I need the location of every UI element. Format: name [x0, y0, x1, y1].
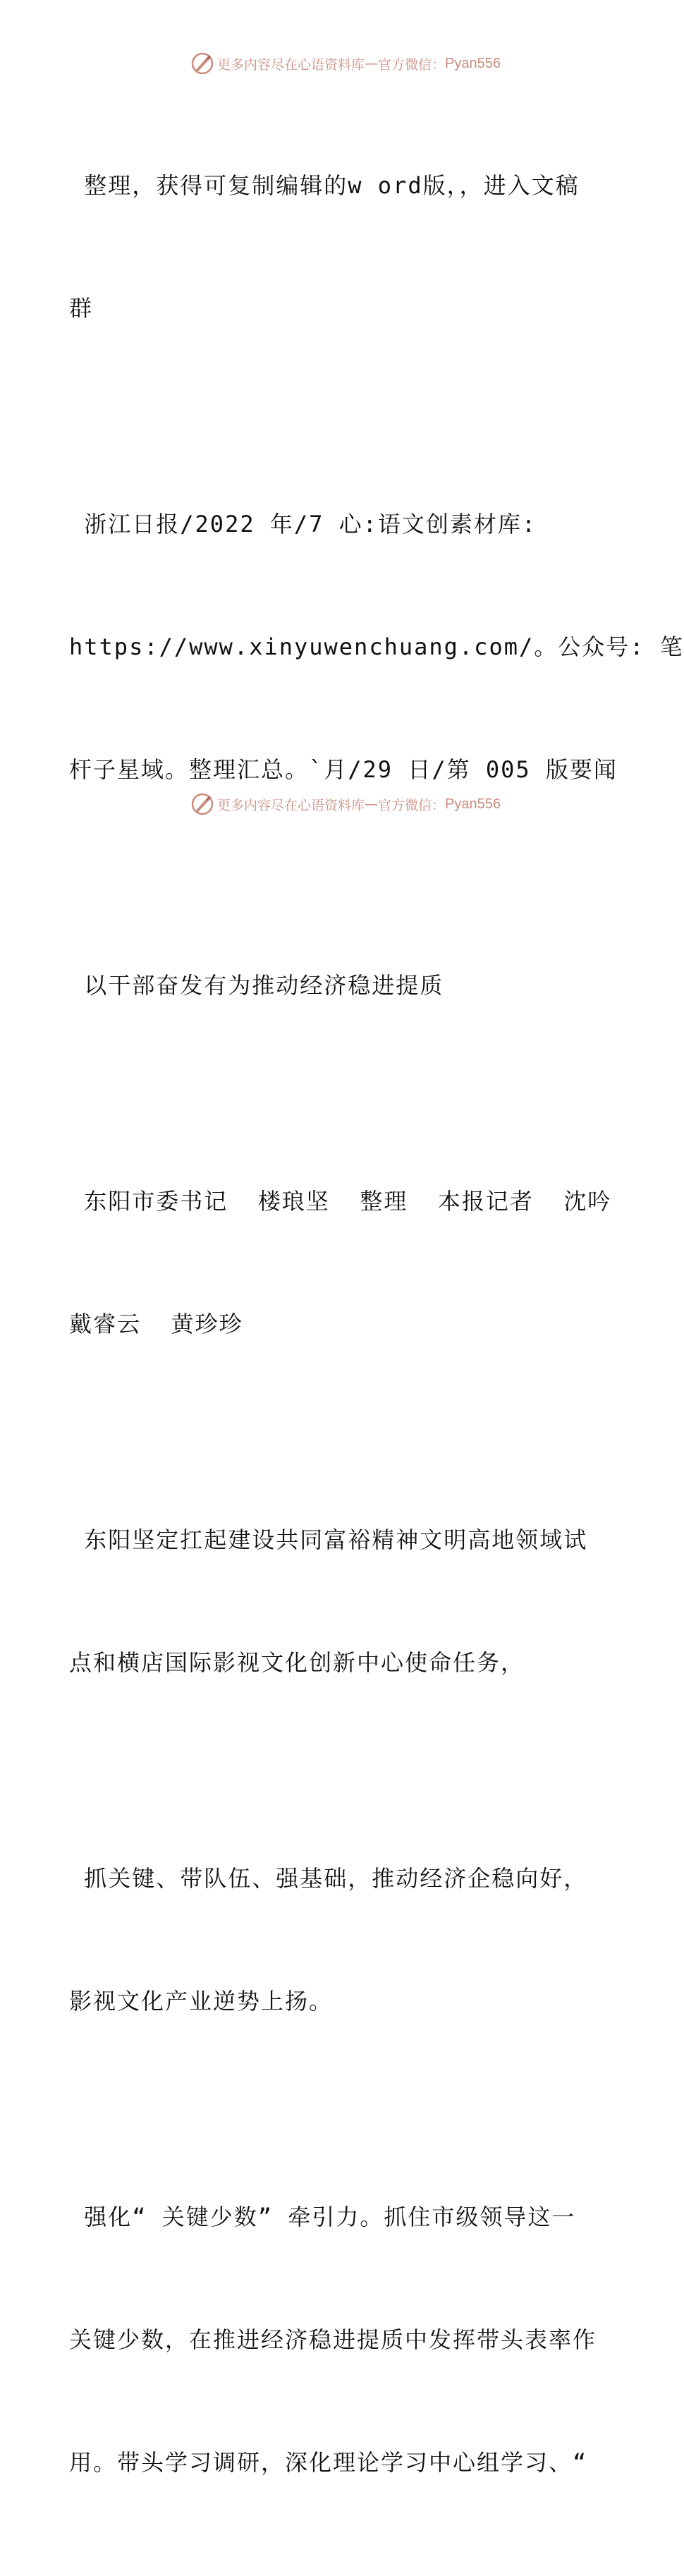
text-line: 整理，获得可复制编辑的w ord版，，进入文稿	[69, 172, 580, 199]
paragraph-intro	[69, 83, 591, 411]
text-line: 以干部奋发有为推动经济稳进提质	[69, 972, 444, 999]
pen-logo-icon	[190, 792, 214, 816]
watermark-text: 更多内容尽在心语资料库	[217, 797, 365, 813]
text-line: 点和横店国际影视文化创新中心使命任务，	[69, 1649, 525, 1676]
watermark-header	[0, 49, 670, 78]
text-line: 群	[69, 295, 94, 322]
paragraph-body	[69, 1438, 591, 1765]
text-line: 戴睿云 黄珍珍	[69, 1311, 243, 1337]
text-line: 抓关键、带队伍、强基础，推动经济企稳向好，	[69, 1865, 588, 1892]
document-body	[69, 83, 684, 2576]
text-line: 浙江日报/2022 年/7 心:语文创素材库:	[69, 511, 537, 537]
text-line: 杆子星域。整理汇总。`月/29 日/第 005 版要闻	[69, 756, 618, 783]
text-line: 影视文化产业逆势上扬。	[69, 1988, 334, 2015]
pen-logo-icon	[190, 51, 214, 75]
byline	[69, 1099, 612, 1426]
text-line: 东阳坚定扛起建设共同富裕精神文明高地领域试	[69, 1526, 588, 1553]
watermark-label: 官方微信：	[378, 56, 446, 73]
text-line: 强化“ 关键少数” 牵引力。抓住市级领导这一	[69, 2204, 576, 2230]
watermark-dash: —	[365, 56, 379, 71]
watermark-handle: Pyan556	[445, 55, 501, 71]
watermark-footer	[0, 790, 670, 818]
text-line: https://www.xinyuwenchuang.com/。公众号: 笔	[69, 633, 684, 660]
watermark-dash: —	[365, 796, 379, 812]
text-line: 关键少数，在推进经济稳进提质中发挥带头表率作	[69, 2326, 597, 2353]
text-line: 用。带头学习调研，深化理论学习中心组学习、“	[69, 2449, 588, 2476]
article-headline	[69, 883, 591, 1088]
paragraph-body	[69, 1776, 591, 2103]
watermark-text: 更多内容尽在心语资料库	[217, 56, 365, 73]
watermark-label: 官方微信：	[378, 797, 446, 813]
text-line: 东阳市委书记 楼琅坚 整理 本报记者 沈吟	[69, 1188, 612, 1215]
watermark-handle: Pyan556	[445, 796, 501, 812]
paragraph-body	[69, 2115, 597, 2565]
